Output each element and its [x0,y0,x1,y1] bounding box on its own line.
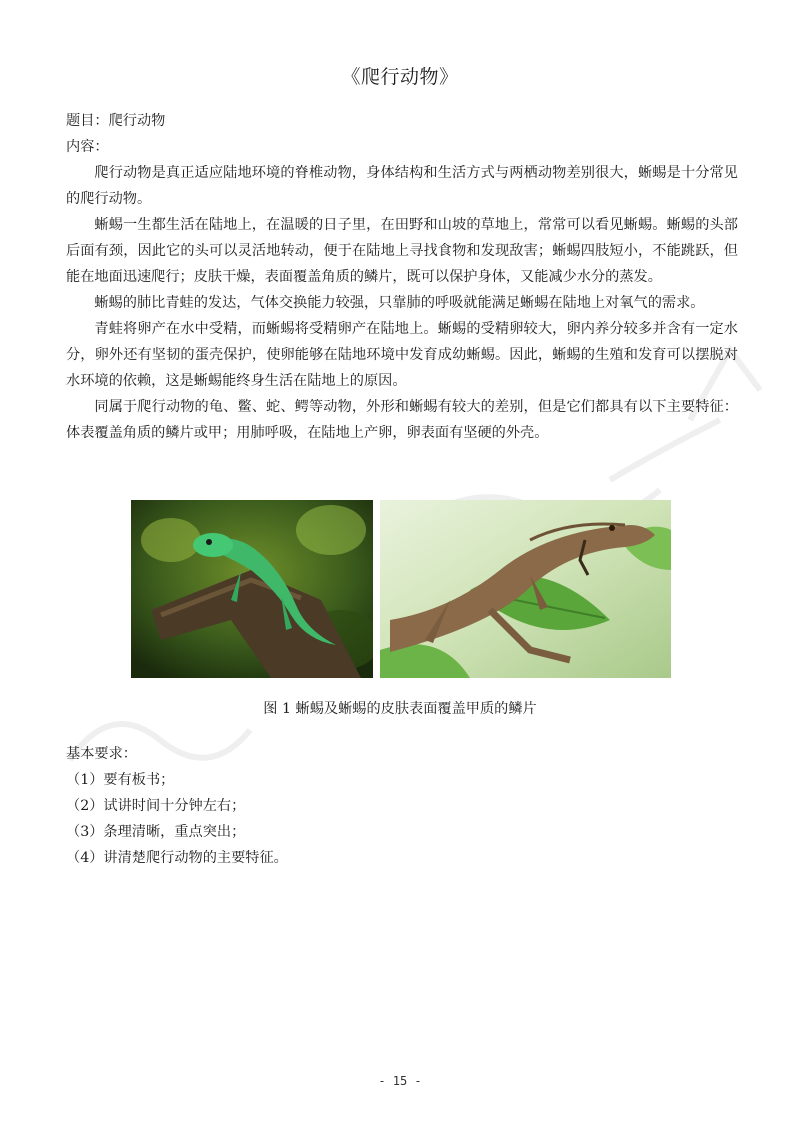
paragraph-5: 同属于爬行动物的龟、鳖、蛇、鳄等动物，外形和蜥蜴有较大的差别，但是它们都具有以下主要特征：体表覆盖角质的鳞片或甲；用肺呼吸，在陆地上产卵，卵表面有坚硬的外壳。 [66,399,738,441]
page-title: 《爬行动物》 [341,66,459,88]
paragraph-1: 爬行动物是真正适应陆地环境的脊椎动物，身体结构和生活方式与两栖动物差别很大，蜥蜴是十分常见的爬行动物。 [66,165,738,207]
requirement-item: （1）要有板书； [66,772,175,788]
figure-photos [131,500,671,678]
green-lizard-photo [131,500,373,678]
paragraph-3: 蜥蜴的肺比青蛙的发达，气体交换能力较强，只靠肺的呼吸就能满足蜥蜴在陆地上对氧气的需求。 [94,295,705,311]
brown-lizard-photo [380,500,671,678]
page-number: - 15 - [378,1074,422,1088]
requirement-item: （2）试讲时间十分钟左右； [66,798,246,814]
figure-caption: 图 1 蜥蜴及蜥蜴的皮肤表面覆盖甲质的鳞片 [263,701,537,717]
paragraph-2: 蜥蜴一生都生活在陆地上，在温暖的日子里，在田野和山坡的草地上，常常可以看见蜥蜴。蜥蜴的头部后面有颈，因此它的头可以灵活地转动，便于在陆地上寻找食物和发现敌害；蜥蜴四肢短小，不能跳跃，但能在地面迅速爬行；皮肤干燥，表面覆盖角质的鳞片，既可以保护身体，又能减少水分的蒸发。 [66,217,738,285]
requirements-section [66,741,738,871]
content-label: 内容： [66,139,109,155]
paragraph-4: 青蛙将卵产在水中受精，而蜥蜴将受精卵产在陆地上。蜥蜴的受精卵较大，卵内养分较多并含有一定水分，卵外还有坚韧的蛋壳保护，使卵能够在陆地环境中发育成幼蜥蜴。因此，蜥蜴的生殖和发育可以摆脱对水环境的依赖，这是蜥蜴能终身生活在陆地上的原因。 [66,321,738,389]
requirements-label: 基本要求： [66,746,137,762]
document-body [66,108,738,446]
requirement-item: （4）讲清楚爬行动物的主要特征。 [66,850,288,866]
requirement-item: （3）条理清晰，重点突出； [66,824,246,840]
topic-line: 题目：爬行动物 [66,113,166,129]
